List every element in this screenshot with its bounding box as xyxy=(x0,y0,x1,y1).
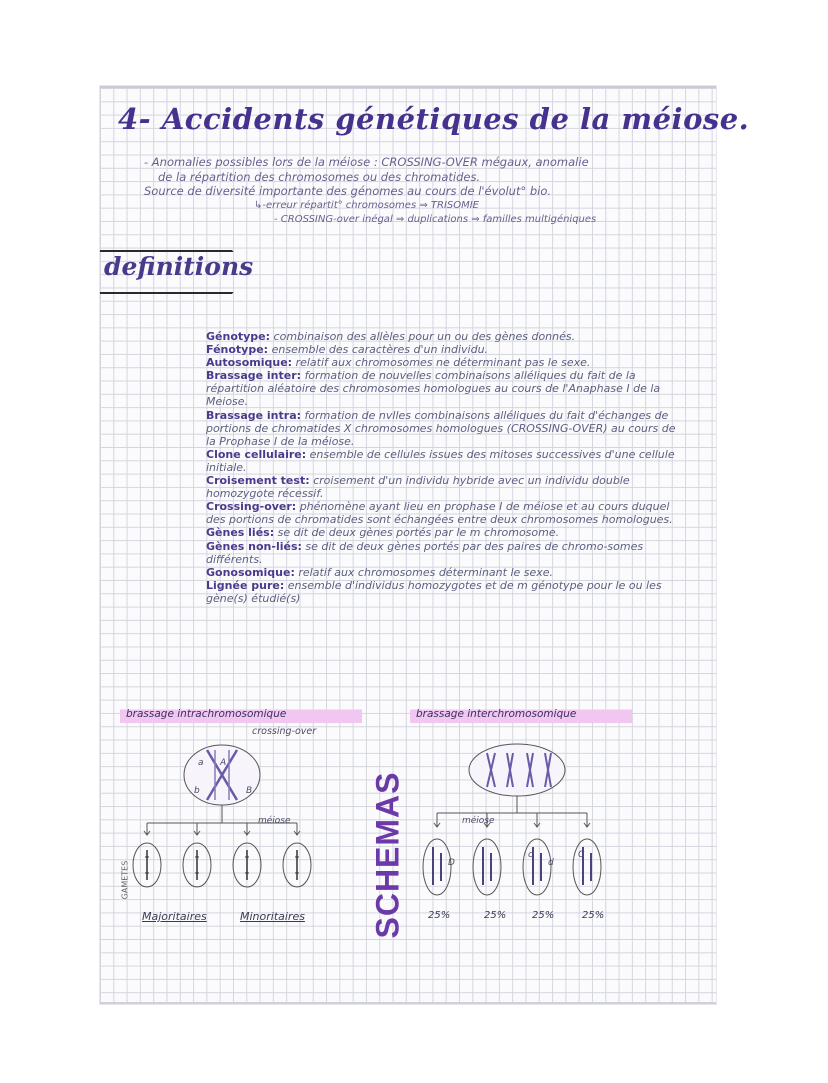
definition-text: ensemble d'individus homozygotes et de m génotype pour le ou les gène(s) étudié(s) xyxy=(206,578,662,605)
intro-subline: - CROSSING-over inégal ⇒ duplications ⇒ familles multigéniques xyxy=(274,214,597,225)
intro-subline: ↳-erreur répartit° chromosomes ⇒ TRISOMIE xyxy=(254,199,480,211)
intro-line: Source de diversité importante des génomes au cours de l'évolut° bio. xyxy=(144,184,552,198)
definition-item xyxy=(206,540,681,566)
inter-diagram xyxy=(415,735,615,905)
definition-text: ensemble de cellules issues des mitoses successives d'une cellule initiale. xyxy=(206,447,675,474)
definition-text: relatif aux chromosomes déterminant le sexe. xyxy=(298,565,554,579)
definition-item xyxy=(206,330,681,343)
gamete-cell xyxy=(573,839,601,895)
gamete-cell xyxy=(473,839,501,895)
definition-term: Brassage intra: xyxy=(206,408,302,422)
percentage-label: 25% xyxy=(582,910,605,921)
brassage-inter-title: brassage interchromosomique xyxy=(410,707,632,724)
definitions-heading: definitions xyxy=(104,252,254,281)
minoritaires-label: Minoritaires xyxy=(240,910,305,923)
definition-term: Brassage inter: xyxy=(206,369,302,383)
definition-item xyxy=(206,579,681,605)
intro-block xyxy=(144,155,704,228)
definition-term: Autosomique: xyxy=(206,356,293,370)
definition-item xyxy=(206,369,681,408)
gamete-cell xyxy=(523,839,551,895)
definition-item xyxy=(206,343,681,356)
definition-term: Lignée pure: xyxy=(206,578,285,592)
definition-text: croisement d'un individu hybride avec un individu double homozygote récessif. xyxy=(206,474,630,501)
page-title: 4- Accidents génétiques de la méiose. xyxy=(118,102,750,136)
definition-item xyxy=(206,409,681,448)
crossing-over-label: crossing-over xyxy=(252,726,317,737)
definition-term: Gonosomique: xyxy=(206,565,295,579)
gametes-text: GAMETES xyxy=(120,860,130,900)
allele-D-label: D xyxy=(448,858,455,868)
intra-diagram xyxy=(115,735,355,905)
definition-text: formation de nvlles combinaisons alléliques du fait d'échanges de portions de chromatides X chromosomes homologues (CROSSING-OVER) au cours de la Prophase I de la méiose. xyxy=(206,408,676,448)
definition-text: ensemble des caractères d'un individu. xyxy=(271,343,489,357)
definition-text: relatif aux chromosomes ne déterminant pas le sexe. xyxy=(295,356,591,370)
brassage-intra-title: brassage intrachromosomique xyxy=(120,707,362,724)
definition-text: combinaison des allèles pour un ou des gènes donnés. xyxy=(273,330,576,343)
schemas-vertical-label xyxy=(366,771,410,939)
definition-term: Clone cellulaire: xyxy=(206,447,307,461)
allele-a-label: a xyxy=(198,758,204,768)
allele-A-label: A xyxy=(220,758,227,768)
intro-line: de la répartition des chromosomes ou des chromatides. xyxy=(158,169,481,184)
mother-cell-right xyxy=(469,744,565,796)
definition-term: Crossing-over: xyxy=(206,500,297,514)
percentage-label: 25% xyxy=(428,910,451,921)
definition-text: se dit de deux gènes portés par le m chromosome. xyxy=(277,526,560,540)
allele-B-label: B xyxy=(246,786,253,796)
definition-text: phénomène ayant lieu en prophase I de méiose et au cours duquel des portions de chromatides sont échangées entre deux chromosomes homologues. xyxy=(206,500,673,527)
majoritaires-label: Majoritaires xyxy=(142,910,207,923)
allele-c-label: c xyxy=(528,850,533,860)
allele-C-label: C xyxy=(578,850,585,860)
definition-text: formation de nouvelles combinaisons alléliques du fait de la répartition aléatoire des chromosomes homologues au cours de l'Anaphase I de la Meiose. xyxy=(206,369,661,409)
definition-item xyxy=(206,566,681,579)
schemas-text: SCHEMAS xyxy=(369,771,406,939)
definition-item xyxy=(206,474,681,500)
meiose-label-left: méiose xyxy=(258,816,291,826)
definition-term: Gènes liés: xyxy=(206,526,275,540)
allele-d-label: d xyxy=(548,858,554,868)
intro-line: - Anomalies possibles lors de la méiose : CROSSING-OVER mégaux, anomalie xyxy=(144,155,589,169)
gamete-cell xyxy=(423,839,451,895)
definition-term: Croisement test: xyxy=(206,474,310,488)
definition-item xyxy=(206,448,681,474)
allele-b-label: b xyxy=(194,786,200,796)
definition-item xyxy=(206,500,681,526)
definition-item xyxy=(206,356,681,369)
definition-item xyxy=(206,526,681,539)
definitions-list xyxy=(206,330,681,605)
meiose-label-right: méiose xyxy=(462,816,495,826)
percentage-label: 25% xyxy=(532,910,555,921)
definition-term: Gènes non-liés: xyxy=(206,539,302,553)
definition-text: se dit de deux gènes portés par des paires de chromo-somes différents. xyxy=(206,539,644,566)
definition-term: Fénotype: xyxy=(206,343,269,357)
percentage-label: 25% xyxy=(484,910,507,921)
gametes-vertical-label xyxy=(118,858,132,902)
definition-term: Génotype: xyxy=(206,330,271,343)
